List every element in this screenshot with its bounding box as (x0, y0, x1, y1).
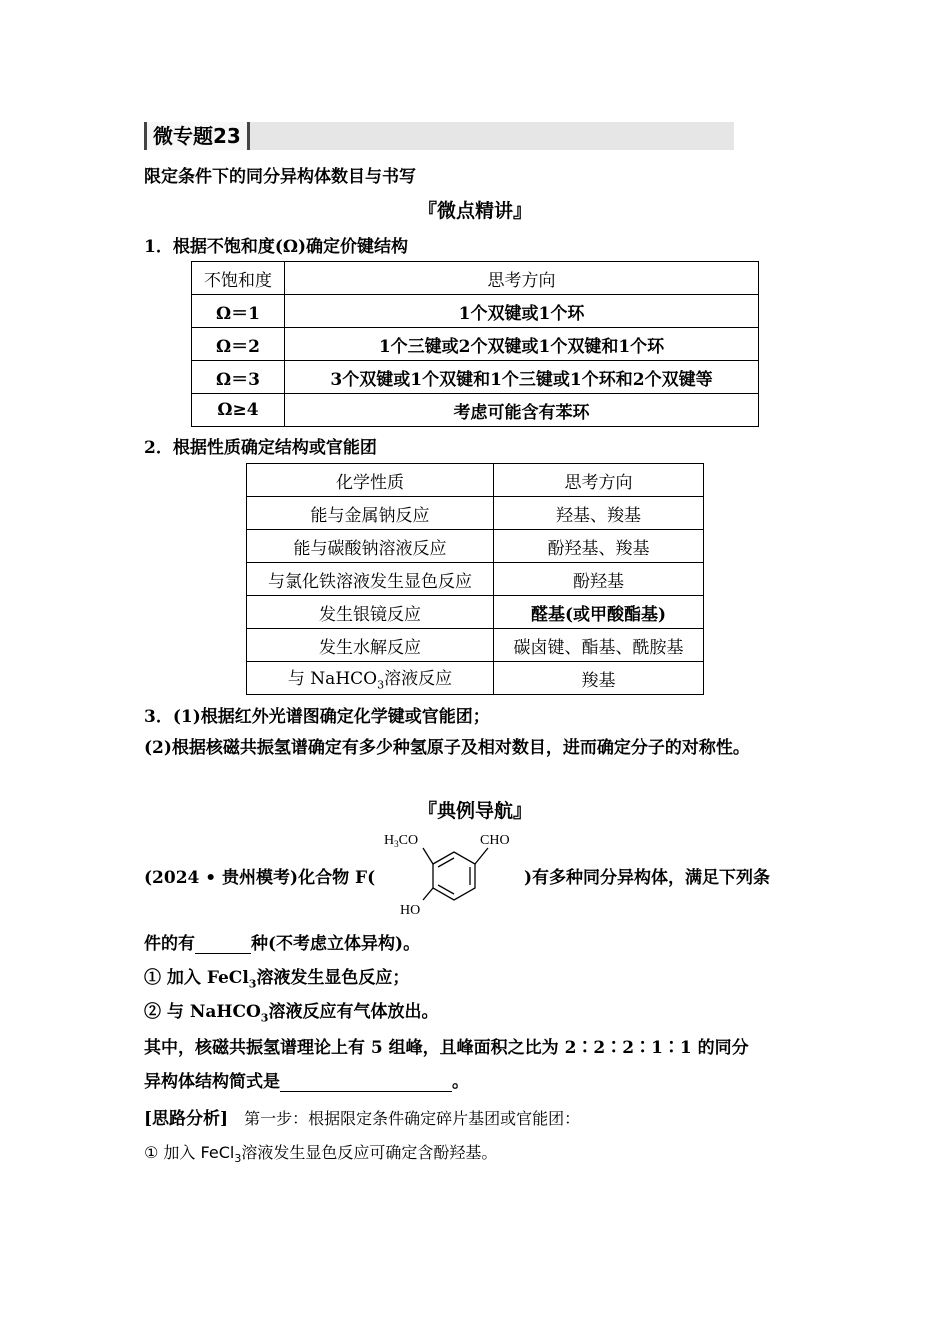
table-cell: 酚羟基、羧基 (494, 530, 704, 563)
subscript: 3 (234, 1152, 242, 1166)
text: 件的有 (144, 934, 195, 954)
table-cell: Ω＝1 (192, 295, 285, 328)
table-cell: 羟基、羧基 (494, 497, 704, 530)
table-cell: Ω＝3 (192, 361, 285, 394)
table-cell: Ω＝2 (192, 328, 285, 361)
methoxy-label: $H_3CO$ (384, 833, 419, 849)
nmr-line: 其中，核磁共振氢谱理论上有 5 组峰，且峰面积之比为 2∶2∶2∶1∶1 的同分 (144, 1038, 749, 1058)
analysis-tag: [思路分析] (144, 1109, 229, 1129)
analysis-item-1 (144, 1140, 497, 1165)
table-header: 思考方向 (285, 262, 759, 295)
table-cell: 羧基 (494, 662, 704, 695)
point2-heading: 2．根据性质确定结构或官能团 (144, 438, 377, 458)
analysis-step: 第一步：根据限定条件确定碎片基团或官能团： (244, 1109, 581, 1128)
point3-line1: 3．(1)根据红外光谱图确定化学键或官能团； (144, 707, 490, 727)
table-cell: Ω≥4 (192, 394, 285, 427)
table-header-row (247, 464, 704, 497)
condition-1 (144, 963, 409, 990)
ring-hexagon (433, 852, 475, 900)
table-row (192, 394, 759, 427)
answer-blank[interactable] (280, 1091, 452, 1092)
cell-text: 溶液反应 (384, 669, 453, 690)
example-intro-post: )有多种同分异构体，满足下列条 (524, 868, 771, 888)
subscript: 3 (248, 977, 257, 991)
table-cell: 碳卤键、酯基、酰胺基 (494, 629, 704, 662)
text: ① 加入 FeCl (144, 1143, 235, 1162)
table-row (247, 530, 704, 563)
bond-methoxy (423, 848, 433, 864)
text: 溶液发生显色反应可确定含酚羟基。 (241, 1143, 498, 1162)
text: ② 与 NaHCO (144, 1002, 261, 1022)
table-cell: 考虑可能含有苯环 (285, 394, 759, 427)
table-cell: 1个双键或1个环 (285, 295, 759, 328)
table-header: 不饱和度 (192, 262, 285, 295)
unsaturation-table (191, 261, 759, 427)
example-line2 (144, 929, 420, 954)
benzene-ring (423, 848, 488, 900)
table-cell: 1个三键或2个双键或1个双键和1个环 (285, 328, 759, 361)
table-cell: 与氯化铁溶液发生显色反应 (247, 563, 494, 596)
table-cell: 发生水解反应 (247, 629, 494, 662)
table-row (192, 295, 759, 328)
bond-aldehyde (475, 848, 488, 864)
table-cell: 能与金属钠反应 (247, 497, 494, 530)
bond-hydroxyl (423, 888, 433, 900)
example-intro-pre: (2024 • 贵州模考)化合物 F( (144, 868, 376, 888)
text: 溶液发生显色反应； (256, 968, 410, 988)
table-cell (247, 662, 494, 695)
table-row (192, 361, 759, 394)
analysis-line (144, 1104, 580, 1129)
hydroxyl-label: HO (400, 903, 421, 916)
point1-heading: 1．根据不饱和度(Ω)确定价键结构 (144, 237, 409, 257)
molecule-structure (380, 826, 530, 916)
text: 溶液反应有气体放出。 (268, 1002, 439, 1022)
table-row (247, 563, 704, 596)
table-cell: 发生银镜反应 (247, 596, 494, 629)
text: 异构体结构简式是 (144, 1072, 280, 1092)
table-cell: 能与碳酸钠溶液反应 (247, 530, 494, 563)
cell-text: 与 NaHCO (287, 669, 378, 690)
topic-title: 限定条件下的同分异构体数目与书写 (144, 167, 416, 187)
topic-label: 微专题23 (144, 122, 250, 150)
subscript: 3 (377, 678, 385, 692)
table-row (247, 497, 704, 530)
table-row (247, 662, 704, 695)
property-table (246, 463, 704, 695)
text: 种(不考虑立体异构)。 (251, 934, 421, 954)
condition-2 (144, 997, 438, 1024)
table-cell: 酚羟基 (494, 563, 704, 596)
table-header: 化学性质 (247, 464, 494, 497)
table-row (247, 596, 704, 629)
table-header-row (192, 262, 759, 295)
table-row (192, 328, 759, 361)
table-row (247, 629, 704, 662)
nmr-line2 (144, 1067, 469, 1092)
section-heading-example: 『典例导航』 (417, 800, 532, 822)
point3-line2: (2)根据核磁共振氢谱确定有多少种氢原子及相对数目，进而确定分子的对称性。 (144, 738, 750, 758)
table-cell: 醛基(或甲酸酯基) (494, 596, 704, 629)
aldehyde-label: CHO (480, 833, 510, 848)
section-heading-points: 『微点精讲』 (417, 200, 532, 222)
table-header: 思考方向 (494, 464, 704, 497)
subscript: 3 (260, 1011, 269, 1025)
text: ① 加入 FeCl (144, 968, 249, 988)
answer-blank[interactable] (195, 953, 251, 954)
table-cell: 3个双键或1个双键和1个三键或1个环和2个双键等 (285, 361, 759, 394)
text: 。 (452, 1072, 469, 1092)
